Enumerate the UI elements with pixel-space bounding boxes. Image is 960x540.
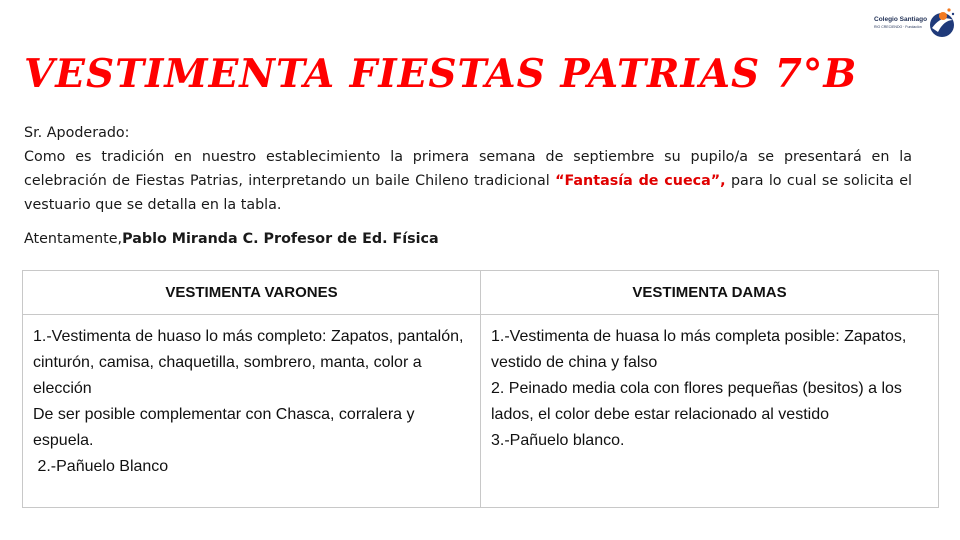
letter-body-start: Como es tradición en nuestro establecimiento la primera semana de septiembre su pupilo/a se presentará en la celebración de Fiestas Patrias, interpretando un baile Chileno tradicional <box>24 149 912 189</box>
varones-cell <box>23 315 481 508</box>
clothing-table <box>22 270 939 508</box>
dance-name-highlight: “Fantasía de cueca”, <box>555 173 726 189</box>
letter-body <box>24 145 912 217</box>
logo-tagline: RIO CRECIENDO · Fundación <box>874 25 922 29</box>
varones-item: 1.-Vestimenta de huaso lo más completo: Zapatos, pantalón, cinturón, camisa, chaquetilla, sombrero, manta, color a elección <box>33 328 464 397</box>
logo-name: Colegio Santiago <box>874 16 928 23</box>
school-logo <box>868 6 958 42</box>
varones-item: De ser posible complementar con Chasca, corralera y espuela. <box>33 406 415 449</box>
signoff <box>24 227 912 251</box>
greeting: Sr. Apoderado: <box>24 125 130 141</box>
teacher-signature: Pablo Miranda C. Profesor de Ed. Física <box>122 231 439 247</box>
varones-item: 2.-Pañuelo Blanco <box>33 458 169 475</box>
header-damas: VESTIMENTA DAMAS <box>481 271 939 315</box>
logo-emblem-icon <box>922 6 956 40</box>
damas-item: 3.-Pañuelo blanco. <box>491 432 625 449</box>
letter-body-end: para lo cual se solicita el vestuario que se detalla en la tabla. <box>24 173 913 213</box>
table-row <box>23 315 939 508</box>
damas-item: 1.-Vestimenta de huasa lo más completa posible: Zapatos, vestido de china y falso <box>491 328 907 371</box>
signoff-prefix: Atentamente, <box>24 231 123 247</box>
table-header-row <box>23 271 939 315</box>
letter-intro <box>24 121 912 251</box>
damas-cell <box>481 315 939 508</box>
page-title: VESTIMENTA FIESTAS PATRIAS 7°B <box>24 51 858 97</box>
header-varones: VESTIMENTA VARONES <box>23 271 481 315</box>
damas-item: 2. Peinado media cola con flores pequeñas (besitos) a los lados, el color debe estar relacionado al vestido <box>491 380 902 423</box>
